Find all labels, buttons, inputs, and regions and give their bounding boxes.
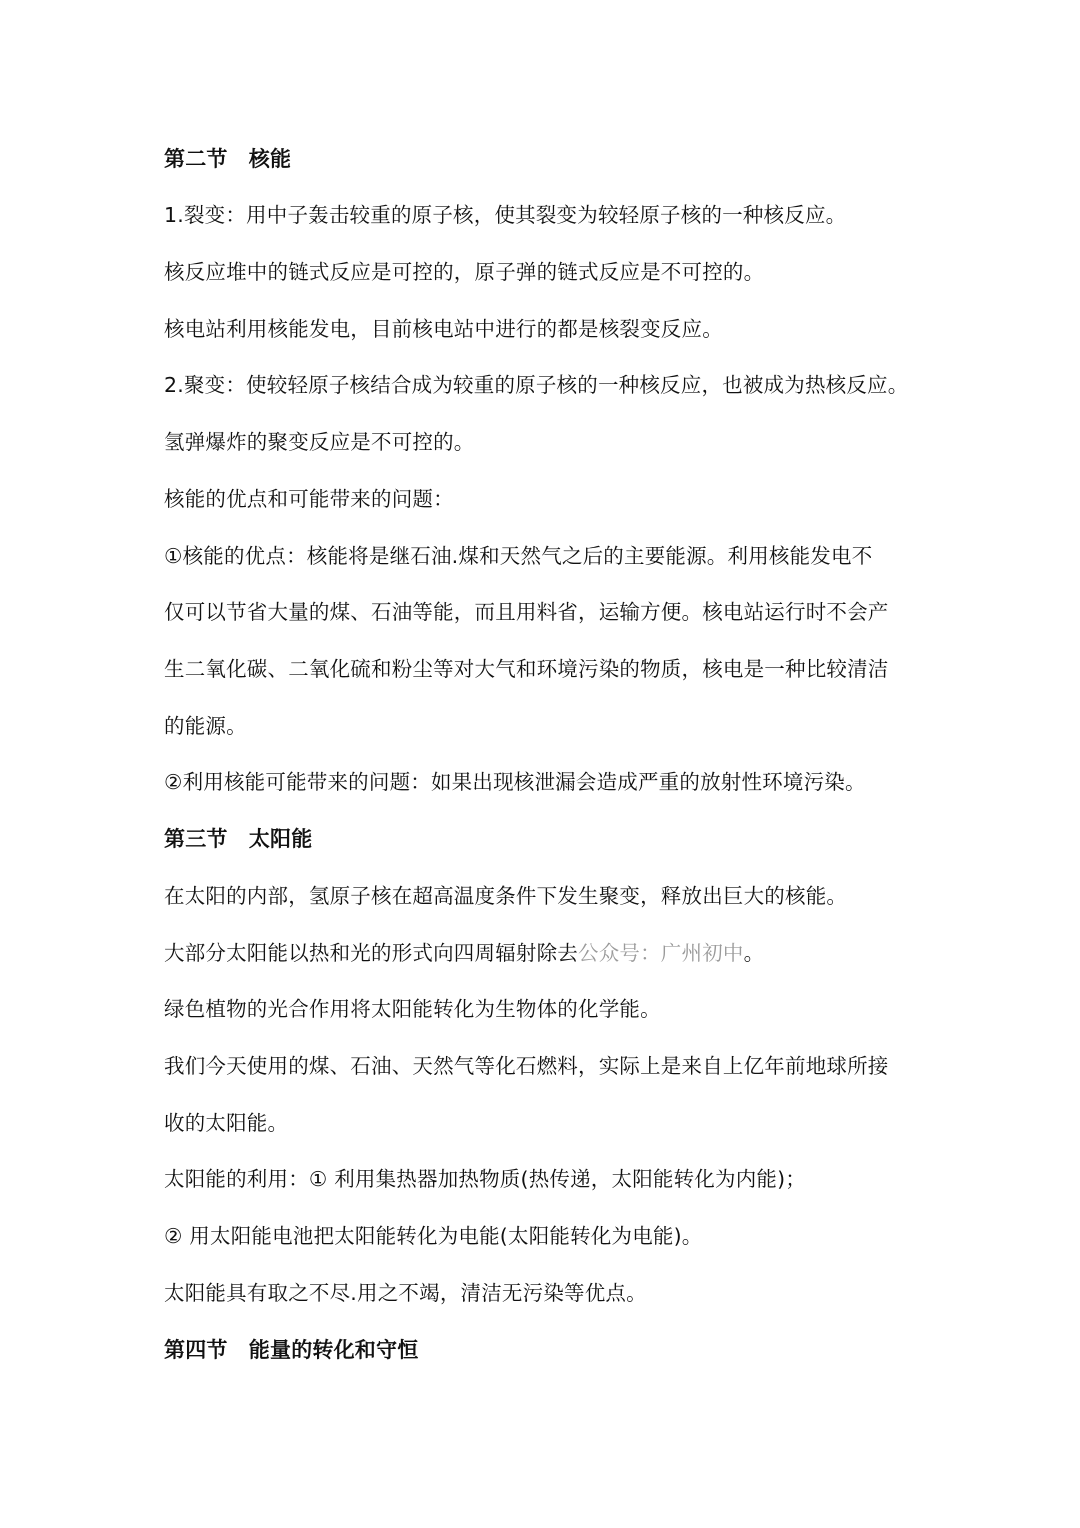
paragraph-pros-cons-heading: 核能的优点和可能带来的问题： [164, 487, 454, 511]
solar-radiation-end: 。 [743, 941, 765, 965]
paragraph-fossil-fuels-line-2: 收的太阳能。 [164, 1111, 289, 1135]
paragraph-photosynthesis: 绿色植物的光合作用将太阳能转化为生物体的化学能。 [164, 997, 661, 1021]
section-title-solar-energy: 第三节 太阳能 [164, 827, 313, 851]
paragraph-nuclear-plant: 核电站利用核能发电，目前核电站中进行的都是核裂变反应。 [164, 317, 723, 341]
paragraph-hydrogen-bomb: 氢弹爆炸的聚变反应是不可控的。 [164, 430, 475, 454]
paragraph-chain-reaction: 核反应堆中的链式反应是可控的，原子弹的链式反应是不可控的。 [164, 260, 765, 284]
paragraph-advantages-line-2: 仅可以节省大量的煤、石油等能，而且用料省，运输方便。核电站运行时不会产 [164, 600, 889, 624]
paragraph-advantages-line-4: 的能源。 [164, 714, 247, 738]
section-title-nuclear-energy: 第二节 核能 [164, 147, 292, 171]
watermark-text: 公众号：广州初中 [578, 941, 744, 965]
paragraph-solar-radiation [164, 939, 934, 967]
paragraph-fusion: 2.聚变：使较轻原子核结合成为较重的原子核的一种核反应，也被成为热核反应。 [164, 373, 909, 397]
paragraph-problems: ②利用核能可能带来的问题：如果出现核泄漏会造成严重的放射性环境污染。 [164, 770, 866, 794]
paragraph-sun-interior: 在太阳的内部，氢原子核在超高温度条件下发生聚变，释放出巨大的核能。 [164, 884, 848, 908]
paragraph-solar-use-1: 太阳能的利用：① 利用集热器加热物质(热传递，太阳能转化为内能)； [164, 1167, 806, 1191]
paragraph-advantages-line-3: 生二氧化碳、二氧化硫和粉尘等对大气和环境污染的物质，核电是一种比较清洁 [164, 657, 889, 681]
paragraph-fossil-fuels-line-1: 我们今天使用的煤、石油、天然气等化石燃料，实际上是来自上亿年前地球所接 [164, 1054, 889, 1078]
paragraph-advantages-line-1: ①核能的优点：核能将是继石油.煤和天然气之后的主要能源。利用核能发电不 [164, 544, 873, 568]
section-title-energy-conservation: 第四节 能量的转化和守恒 [164, 1338, 419, 1362]
solar-radiation-text: 大部分太阳能以热和光的形式向四周辐射除去 [164, 941, 578, 965]
paragraph-fission: 1.裂变：用中子轰击较重的原子核，使其裂变为较轻原子核的一种核反应。 [164, 203, 847, 227]
paragraph-solar-use-2: ② 用太阳能电池把太阳能转化为电能(太阳能转化为电能)。 [164, 1224, 703, 1248]
paragraph-solar-advantages: 太阳能具有取之不尽.用之不竭，清洁无污染等优点。 [164, 1281, 647, 1305]
